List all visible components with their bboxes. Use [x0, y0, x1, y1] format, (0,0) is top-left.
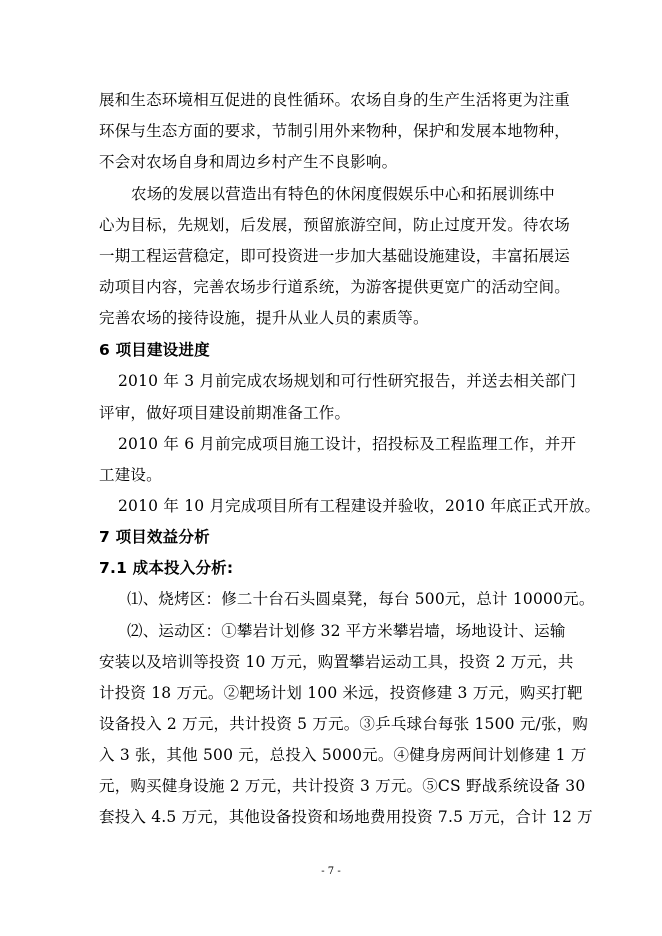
cost-item-line: 安装以及培训等投资 10 万元，购置攀岩运动工具，投资 2 万元，共 — [99, 653, 574, 671]
section-heading: 7 项目效益分析 — [99, 528, 210, 546]
section-heading: 6 项目建设进度 — [99, 341, 210, 359]
schedule-line: 评审，做好项目建设前期准备工作。 — [99, 404, 351, 422]
page-number: - 7 - — [321, 866, 341, 877]
cost-item-line: ⑵、运动区：①攀岩计划修 32 平方米攀岩墙，场地设计、运输 — [127, 622, 566, 640]
paragraph-line: 动项目内容，完善农场步行道系统，为游客提供更宽广的活动空间。 — [99, 278, 571, 296]
schedule-line: 2010 年 10 月完成项目所有工程建设并验收，2010 年底正式开放。 — [118, 497, 601, 515]
subsection-heading: 7.1 成本投入分析: — [99, 559, 234, 577]
cost-item-line: 元，购买健身设施 2 万元，共计投资 3 万元。⑤CS 野战系统设备 30 — [99, 777, 586, 795]
paragraph-line: 不会对农场自身和周边乡村产生不良影响。 — [99, 153, 398, 171]
cost-item-line: 设备投入 2 万元，共计投资 5 万元。③乒乓球台每张 1500 元/张，购 — [99, 715, 589, 733]
paragraph-line: 展和生态环境相互促进的良性循环。农场自身的生产生活将更为注重 — [99, 91, 571, 109]
paragraph-line: 环保与生态方面的要求，节制引用外来物种，保护和发展本地物种， — [99, 122, 571, 140]
paragraph-line: 心为目标，先规划，后发展，预留旅游空间，防止过度开发。待农场 — [99, 216, 571, 234]
cost-item-line: 入 3 张，其他 500 元，总投入 5000元。④健身房两间计划修建 1 万 — [99, 746, 587, 764]
schedule-line: 工建设。 — [99, 466, 162, 484]
schedule-line: 2010 年 6 月前完成项目施工设计，招投标及工程监理工作，并开 — [118, 435, 577, 453]
cost-item-line: 计投资 18 万元。②靶场计划 100 米远，投资修建 3 万元，购买打靶 — [99, 684, 583, 702]
cost-item-line: 套投入 4.5 万元，其他设备投资和场地费用投资 7.5 万元，合计 12 万 — [99, 808, 593, 826]
paragraph-line: 一期工程运营稳定，即可投资进一步加大基础设施建设，丰富拓展运 — [99, 247, 571, 265]
schedule-line: 2010 年 3 月前完成农场规划和可行性研究报告，并送去相关部门 — [118, 372, 577, 390]
paragraph-line: 完善农场的接待设施，提升从业人员的素质等。 — [99, 309, 429, 327]
cost-item-line: ⑴、烧烤区：修二十台石头圆桌凳，每台 500元，总计 10000元。 — [127, 590, 595, 608]
paragraph-line: 农场的发展以营造出有特色的休闲度假娱乐中心和拓展训练中 — [131, 185, 555, 203]
